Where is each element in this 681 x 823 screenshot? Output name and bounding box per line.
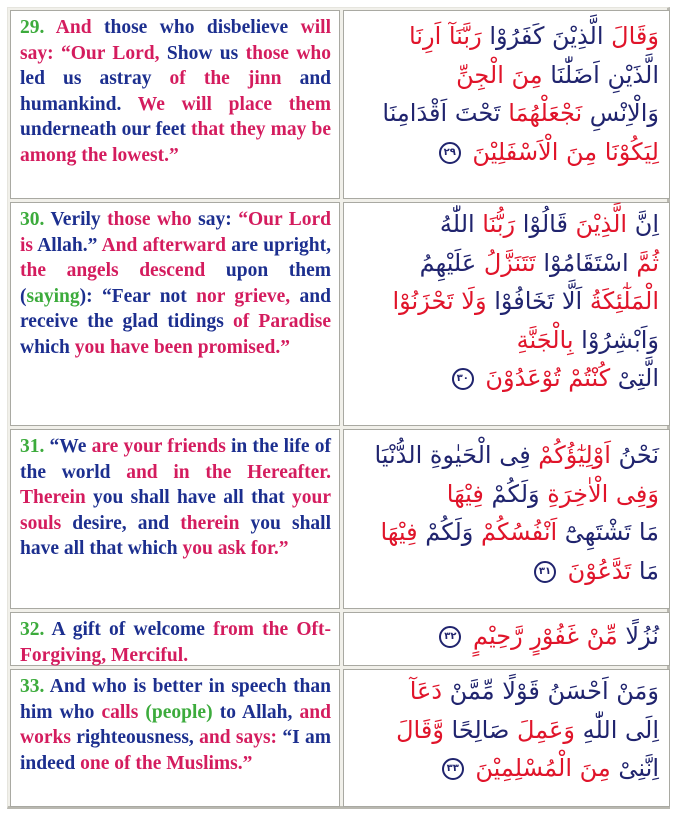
arabic-segment: وَلَكُمْ <box>417 518 474 546</box>
english-translation <box>20 15 331 169</box>
arabic-segment: تَتَنَزَّلُ <box>476 248 536 277</box>
translation-segment: of Paradise <box>232 311 331 333</box>
arabic-line <box>350 711 659 750</box>
translation-segment: ( <box>20 285 27 307</box>
arabic-segment: ثُمَّ <box>628 248 659 277</box>
translation-segment: which <box>20 336 75 358</box>
arabic-segment: اَنْفُسُكُمْ <box>473 518 558 546</box>
ayah-end-marker-icon: ٢٩ <box>439 142 461 164</box>
arabic-segment: نَجْعَلْهُمَا <box>500 99 583 127</box>
arabic-line <box>350 513 659 552</box>
arabic-line <box>350 749 659 788</box>
arabic-cell <box>343 429 670 609</box>
arabic-segment: نَحْنُ <box>610 441 659 469</box>
arabic-segment: الَّتِىْ <box>610 364 659 392</box>
arabic-line <box>350 617 659 656</box>
translation-segment: from the Oft-Forgiving, Merciful. <box>20 619 331 666</box>
english-cell <box>10 669 340 807</box>
arabic-segment: مِنَ الْمُسْلِمِيْنَ <box>467 754 611 782</box>
translation-segment: and in the Hereafter. Therein <box>20 461 331 509</box>
arabic-segment: الَّذِيْنَ <box>567 210 628 238</box>
arabic-segment: وَعَمِلَ <box>509 715 575 744</box>
arabic-segment: وَاَبْشِرُوْا <box>573 325 659 354</box>
arabic-segment: اِلَى اللّٰهِ <box>574 715 659 744</box>
translation-segment: and works <box>20 701 331 749</box>
translation-segment: nor grieve, <box>196 285 300 307</box>
translation-segment: you shall have all that which <box>20 512 331 560</box>
arabic-segment: فِيْهَا <box>446 479 484 508</box>
arabic-segment: فِيْهَا <box>380 518 418 546</box>
arabic-segment: عَلَيْهِمُ <box>419 248 477 277</box>
arabic-line <box>350 359 659 398</box>
arabic-segment: وَّقَالَ <box>396 715 444 744</box>
arabic-segment: قَالُوْا <box>515 210 568 238</box>
arabic-segment: مَا تَشْتَهِىْٓ <box>557 518 659 546</box>
translation-segment: that they may be among the lowest.” <box>20 119 331 166</box>
arabic-segment: وَلَا تَحْزَنُوْا <box>392 287 487 315</box>
english-translation <box>20 617 331 668</box>
translation-segment: of the jinn <box>169 68 300 90</box>
translation-segment: “Our Lord <box>238 209 331 230</box>
translation-segment: led us astray <box>20 68 170 90</box>
arabic-segment: لِيَكُوْنَا مِنَ الْاَسْفَلِيْنَ <box>464 137 659 166</box>
translation-segment: are upright, <box>231 234 331 256</box>
verse-number: 29. <box>20 17 45 38</box>
english-translation <box>20 674 331 776</box>
arabic-segment: مِّنْ غَفُوْرٍ رَّحِيْمٍ <box>465 622 618 650</box>
translation-segment: underneath our feet <box>20 119 192 141</box>
english-cell <box>10 612 340 666</box>
verse-row-32 <box>10 612 670 666</box>
translation-segment: those who <box>245 42 331 64</box>
arabic-cell <box>343 202 670 426</box>
translation-segment: desire, and <box>72 512 181 534</box>
translation-segment: will say: “Our Lord, <box>20 17 331 64</box>
translation-segment: Show us <box>166 42 246 64</box>
arabic-segment: اللّٰهُ <box>439 210 475 238</box>
translation-segment: your souls <box>20 487 331 534</box>
translation-segment: are your friends <box>91 436 231 457</box>
translation-segment: therein <box>180 512 251 534</box>
translation-segment: in the life of the world <box>20 436 332 483</box>
arabic-segment: وَفِى الْاٰخِرَةِ <box>539 479 659 508</box>
arabic-segment: وَالْاِنْسِ <box>582 99 659 127</box>
arabic-segment: الْمَلٰٓئِكَةُ <box>582 287 659 315</box>
english-translation <box>20 434 331 562</box>
arabic-segment: وَلَكُمْ <box>483 479 540 508</box>
translation-segment: those who <box>107 209 199 230</box>
translation-segment: saying <box>26 285 80 307</box>
arabic-segment: الَّذِيْنَ كَفَرُوْا <box>481 22 604 50</box>
arabic-segment: اسْتَقَامُوْا <box>535 248 629 277</box>
arabic-line <box>350 56 659 95</box>
arabic-line <box>350 17 659 56</box>
translation-segment: one of the Muslims.” <box>80 752 253 774</box>
translation-segment: and says: <box>199 727 283 749</box>
translation-segment: “I am indeed <box>20 727 331 774</box>
english-cell <box>10 202 340 426</box>
ayah-end-marker-icon: ٣٢ <box>439 626 461 648</box>
arabic-segment: صَالِحًا <box>443 715 510 744</box>
translation-segment: the angels descend <box>20 260 226 282</box>
arabic-line <box>350 94 659 133</box>
translation-segment: you shall have all that <box>93 487 292 509</box>
arabic-line <box>350 475 659 514</box>
arabic-line <box>350 244 659 283</box>
verse-number: 33. <box>20 676 45 697</box>
arabic-segment: الَّذَيْنِ اَضَلّٰنَا <box>542 60 659 89</box>
translation-segment: ): “Fear not <box>79 285 197 307</box>
translation-segment: (people) <box>145 701 220 723</box>
english-translation <box>20 207 331 361</box>
translation-segment: Verily <box>44 209 108 230</box>
arabic-segment: دَعَآ <box>409 677 443 705</box>
arabic-line <box>350 552 659 591</box>
arabic-segment: رَبُّنَا <box>474 210 516 238</box>
ayah-end-marker-icon: ٣١ <box>534 561 556 583</box>
verse-row-30 <box>10 202 670 426</box>
arabic-segment: مَا <box>631 556 659 585</box>
verse-number: 32. <box>20 619 45 640</box>
arabic-segment: بِالْجَنَّةِ <box>516 325 574 354</box>
translation-segment: And afterward <box>101 234 232 256</box>
arabic-line <box>350 436 659 475</box>
translation-segment: We will place them <box>137 93 331 115</box>
arabic-line <box>350 133 659 172</box>
arabic-line <box>350 282 659 321</box>
translation-segment: And <box>44 17 104 38</box>
translation-segment: A gift of welcome <box>44 619 214 640</box>
ayah-end-marker-icon: ٣٠ <box>452 368 474 390</box>
arabic-cell <box>343 669 670 807</box>
arabic-segment: وَمَنْ اَحْسَنُ قَوْلًا مِّمَّنْ <box>442 677 659 705</box>
english-cell <box>10 429 340 609</box>
arabic-line <box>350 321 659 360</box>
arabic-segment: تَحْتَ اَقْدَامِنَا <box>382 99 501 127</box>
translation-segment: calls <box>101 701 146 723</box>
verse-row-33 <box>10 669 670 807</box>
translation-segment: is <box>20 234 38 256</box>
translation-segment: And who is better in speech than him who <box>20 676 331 723</box>
translation-segment: and receive the glad tidings <box>20 285 331 333</box>
verse-number: 31. <box>20 436 45 457</box>
verse-row-29 <box>10 10 670 199</box>
arabic-segment: تَدَّعُوْنَ <box>559 556 632 585</box>
translation-segment: those who disbelieve <box>104 17 301 38</box>
translation-segment: to Allah, <box>219 701 300 723</box>
arabic-segment: رَبَّنَآ اَرِنَا <box>408 22 482 50</box>
arabic-segment: فِى الْحَيٰوةِ الدُّنْيَا <box>374 441 531 469</box>
ayah-end-marker-icon: ٣٣ <box>442 758 464 780</box>
translation-segment: and humankind. <box>20 68 332 115</box>
translation-segment: say: <box>198 209 239 230</box>
arabic-segment: نُزُلًا <box>617 622 659 650</box>
translation-segment: Allah.” <box>37 234 102 256</box>
arabic-segment: اِنَّ <box>627 210 659 238</box>
translation-segment: you have been promised.” <box>74 336 290 358</box>
arabic-line <box>350 672 659 711</box>
verse-row-31 <box>10 429 670 609</box>
arabic-segment: اَلَّا تَخَافُوْا <box>486 287 583 315</box>
translation-segment: upon them <box>225 260 331 282</box>
translation-segment: righteousness, <box>76 727 200 749</box>
arabic-segment: اِنَّنِىْ <box>610 754 659 782</box>
arabic-segment: وَقَالَ <box>603 22 659 50</box>
arabic-segment: كُنْتُمْ تُوْعَدُوْنَ <box>477 364 611 392</box>
arabic-segment: اَوْلِيٰٓؤُكُمْ <box>530 441 611 469</box>
translation-segment: “We <box>44 436 92 457</box>
arabic-cell <box>343 10 670 199</box>
arabic-segment: مِنَ الْجِنِّ <box>456 60 543 89</box>
translation-segment: you ask for.” <box>182 538 289 560</box>
verse-number: 30. <box>20 209 45 230</box>
arabic-line <box>350 205 659 244</box>
english-cell <box>10 10 340 199</box>
arabic-cell <box>343 612 670 666</box>
